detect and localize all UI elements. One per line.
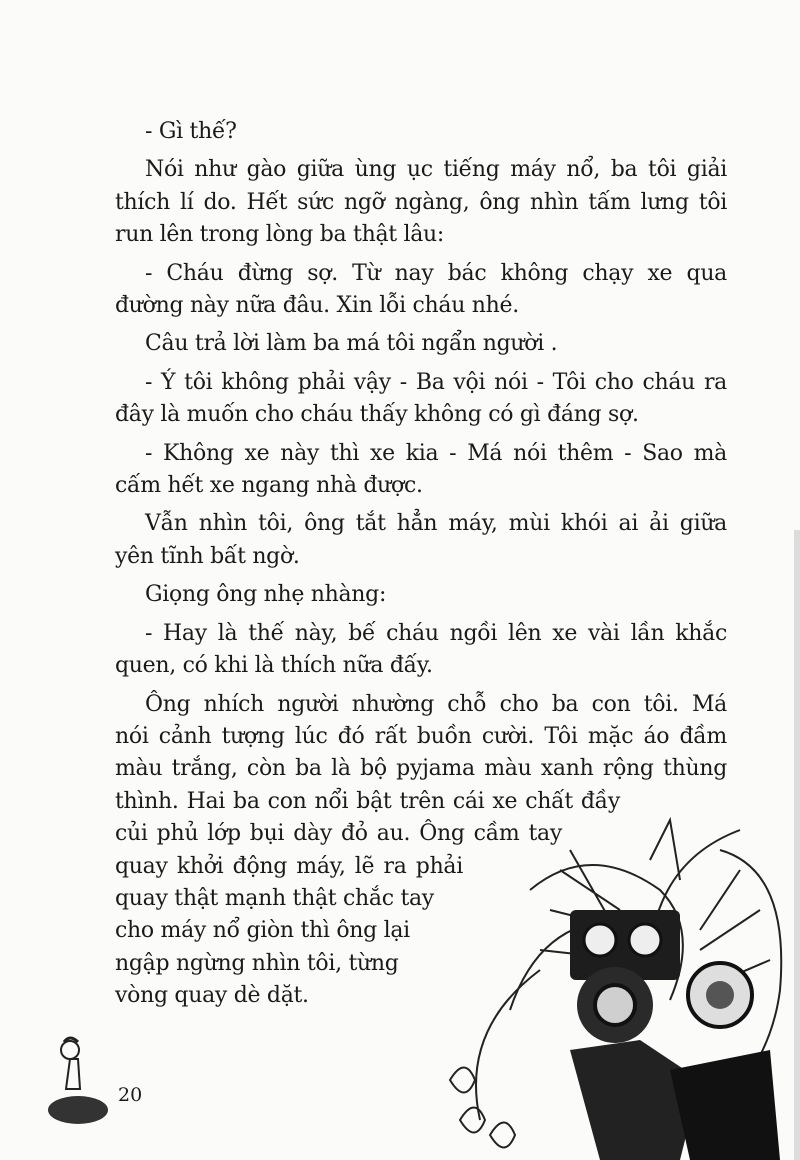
text-line: Giọng ông nhẹ nhàng: <box>145 582 387 608</box>
text-line: ngập ngừng nhìn tôi, từng <box>115 950 399 976</box>
machine-leaves-illustration <box>420 790 800 1160</box>
text-line: Vẫn nhìn tôi, ông tắt hẳn máy, mùi khói ai ải giữa <box>145 511 727 537</box>
paragraph <box>115 258 727 323</box>
text-line: màu trắng, còn ba là bộ pyjama màu xanh rộng thùng <box>115 756 727 782</box>
text-line: đây là muốn cho cháu thấy không có gì đáng sợ. <box>115 402 639 428</box>
paragraph <box>115 579 727 611</box>
paragraph <box>115 154 727 251</box>
text-line: - Ý tôi không phải vậy - Ba vội nói - Tôi cho cháu ra <box>145 369 727 395</box>
text-line: vòng quay dè dặt. <box>115 983 309 1009</box>
paragraph <box>115 328 727 360</box>
text-line: - Hay là thế này, bế cháu ngồi lên xe vài lần khắc <box>145 620 727 646</box>
text-line: quay khởi động máy, lẽ ra phải <box>115 853 463 879</box>
text-line: cấm hết xe ngang nhà được. <box>115 473 423 499</box>
text-line: quen, có khi là thích nữa đấy. <box>115 653 433 679</box>
text-line: - Gì thế? <box>145 119 237 144</box>
text-line: Nói như gào giữa ùng ục tiếng máy nổ, ba tôi giải <box>145 157 727 183</box>
paragraph <box>115 116 727 148</box>
paragraph <box>115 618 727 683</box>
text-line: Câu trả lời làm ba má tôi ngẩn người . <box>145 331 558 357</box>
paragraph <box>115 367 727 432</box>
text-line: Ông nhích người nhường chỗ cho ba con tôi. Má <box>145 691 727 717</box>
text-line: - Cháu đừng sợ. Từ nay bác không chạy xe qua <box>145 260 727 286</box>
child-sitting-illustration-icon <box>40 1030 110 1130</box>
text-line: yên tĩnh bất ngờ. <box>115 543 300 569</box>
text-line: run lên trong lòng ba thật lâu: <box>115 222 445 248</box>
paragraph <box>115 508 727 573</box>
text-line: củi phủ lớp bụi dày đỏ au. Ông cầm tay <box>115 821 562 847</box>
text-line: thình. Hai ba con nổi bật trên cái xe chất đầy <box>115 788 620 814</box>
text-line: quay thật mạnh thật chắc tay <box>115 885 434 911</box>
text-line: thích lí do. Hết sức ngỡ ngàng, ông nhìn tấm lưng tôi <box>115 189 727 215</box>
text-line: - Không xe này thì xe kia - Má nói thêm - Sao mà <box>145 440 727 466</box>
text-line: cho máy nổ giòn thì ông lại <box>115 918 410 944</box>
text-line: nói cảnh tượng lúc đó rất buồn cười. Tôi mặc áo đầm <box>115 723 727 749</box>
paragraph <box>115 438 727 503</box>
text-line: đường này nữa đâu. Xin lỗi cháu nhé. <box>115 293 519 319</box>
page-number: 20 <box>118 1084 143 1106</box>
